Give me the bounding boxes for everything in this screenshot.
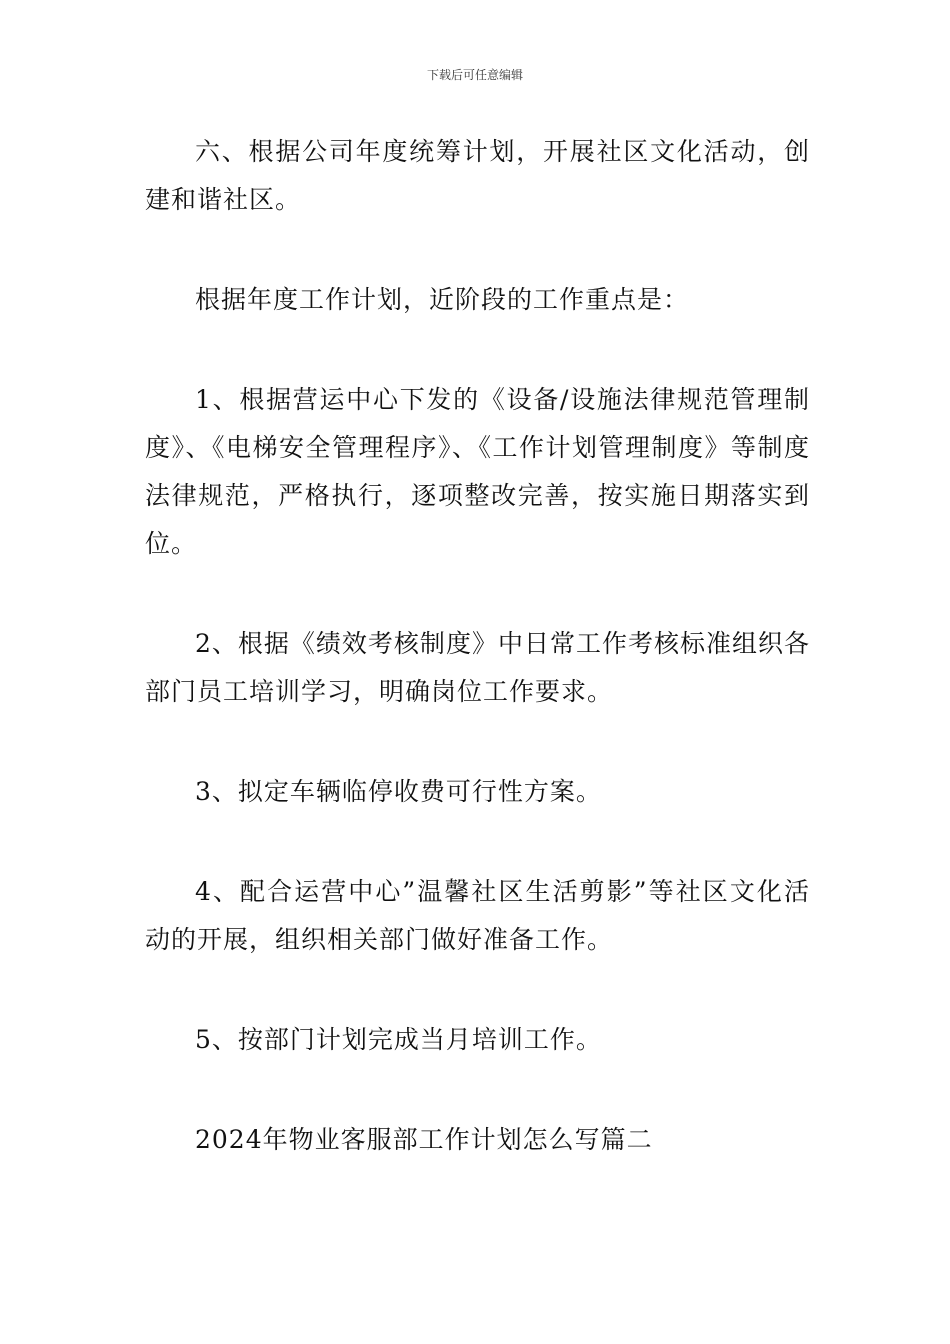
paragraph-item-3: 3、拟定车辆临停收费可行性方案。: [195, 777, 602, 806]
paragraph-item-4: 4、配合运营中心”温馨社区生活剪影”等社区文化活动的开展，组织相关部门做好准备工作。: [145, 877, 810, 954]
paragraph-item-1: 1、根据营运中心下发的《设备/设施法律规范管理制度》、《电梯安全管理程序》、《工作计划管理制度》等制度法律规范，严格执行，逐项整改完善，按实施日期落实到位。: [145, 385, 810, 558]
paragraph-community-activities: 六、根据公司年度统筹计划，开展社区文化活动，创建和谐社区。: [145, 137, 810, 214]
paragraph-work-focus-intro: 根据年度工作计划，近阶段的工作重点是：: [195, 285, 690, 314]
paragraph-item-2: 2、根据《绩效考核制度》中日常工作考核标准组织各部门员工培训学习，明确岗位工作要求。: [145, 629, 810, 706]
page-header-note: 下载后可任意编辑: [426, 68, 523, 82]
paragraph-item-5: 5、按部门计划完成当月培训工作。: [195, 1025, 602, 1054]
document-body: [145, 128, 810, 1216]
section-title-part-two: 2024年物业客服部工作计划怎么写篇二: [195, 1125, 653, 1154]
